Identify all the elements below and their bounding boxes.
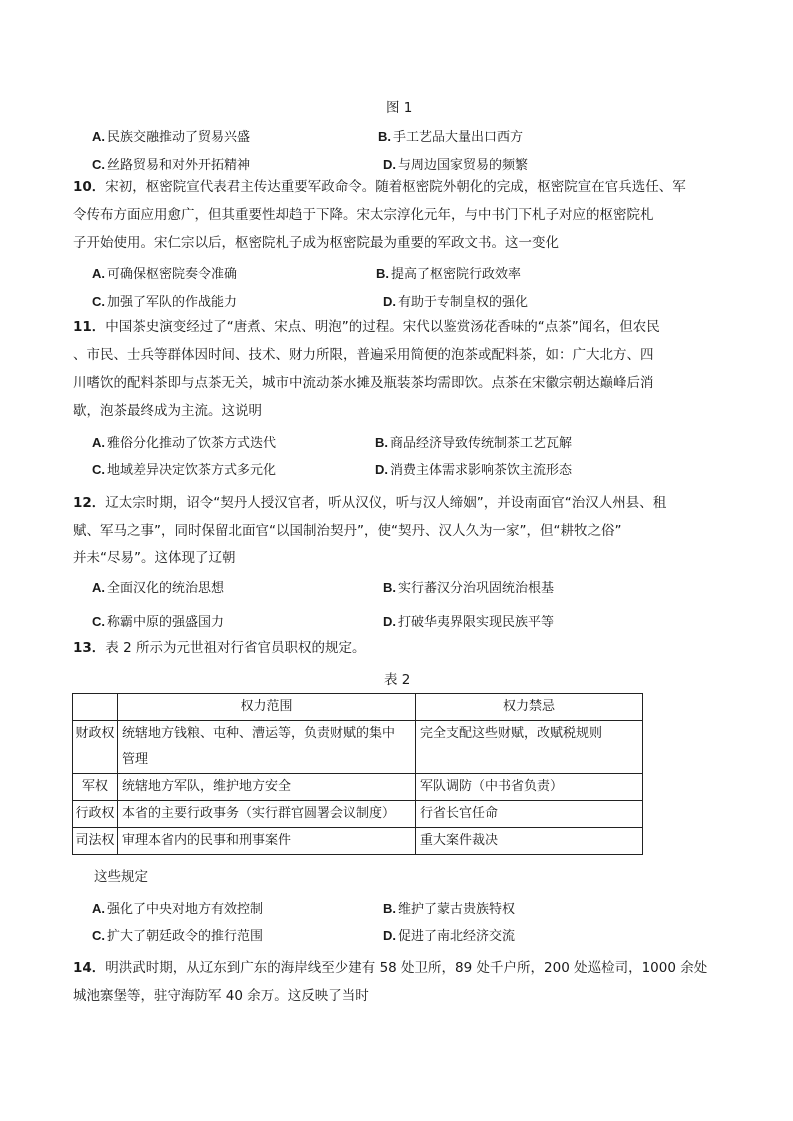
option-c[interactable]: C. 称霸中原的强盛国力 [92, 614, 225, 630]
option-b[interactable]: B. 商品经济导致传统制茶工艺瓦解 [375, 435, 573, 451]
table-cell-ban: 军队调防（中书省负责） [416, 774, 643, 801]
table-row [73, 801, 643, 828]
option-d[interactable]: D. 消费主体需求影响茶饮主流形态 [375, 462, 573, 478]
question-stem-line: 10．宋初，枢密院宣代表君主传达重要军政命令。随着枢密院外朝化的完成，枢密院宣在官兵选任、军 [73, 179, 686, 195]
option-a[interactable]: A. 可确保枢密院奏令准确 [92, 266, 238, 282]
option-a[interactable]: A. 强化了中央对地方有效控制 [92, 901, 264, 917]
question-stem-line: 川嗜饮的配料茶即与点茶无关，城市中流动茶水摊及瓶装茶均需即饮。点茶在宋徽宗朝达巅峰后消 [73, 375, 654, 391]
table-cell-scope: 审理本省内的民事和刑事案件 [118, 828, 416, 855]
question-stem-line: 、市民、士兵等群体因时间、技术、财力所限，普遍采用简便的泡茶或配料茶，如：广大北方、四 [73, 347, 654, 363]
table-cell-power: 财政权 [73, 721, 118, 774]
option-c[interactable]: C. 加强了军队的作战能力 [92, 294, 238, 310]
table-cell-ban: 完全支配这些财赋，改赋税规则 [416, 721, 643, 774]
option-b[interactable]: B. 手工艺品大量出口西方 [378, 129, 524, 145]
question-stem-line: 11．中国茶史演变经过了“唐煮、宋点、明泡”的过程。宋代以鉴赏汤花香味的“点茶”闻名，但农民 [73, 319, 660, 335]
option-c[interactable]: C. 地域差异决定饮茶方式多元化 [92, 462, 277, 478]
question-stem-line: 城池寨堡等，驻守海防军 40 余万。这反映了当时 [73, 988, 369, 1004]
table-cell-scope: 统辖地方军队，维护地方安全 [118, 774, 416, 801]
table-cell-scope: 本省的主要行政事务（实行群官圆署会议制度） [118, 801, 416, 828]
option-a[interactable]: A. 民族交融推动了贸易兴盛 [92, 129, 251, 145]
table-header-cell: 权力禁忌 [416, 694, 643, 721]
powers-table [72, 693, 643, 855]
option-c[interactable]: C. 丝路贸易和对外开拓精神 [92, 157, 251, 173]
option-a[interactable]: A. 雅俗分化推动了饮茶方式迭代 [92, 435, 277, 451]
table-cell-power: 司法权 [73, 828, 118, 855]
table-row [73, 774, 643, 801]
question-stem-line: 令传布方面应用愈广，但其重要性却趋于下降。宋太宗淳化元年，与中书门下札子对应的枢密院札 [73, 207, 654, 223]
table-cell-scope [118, 721, 416, 774]
question-stem-line: 14．明洪武时期，从辽东到广东的海岸线至少建有 58 处卫所，89 处千户所，200 处巡检司，1000 余处 [73, 960, 708, 976]
table-cell-ban: 行省长官任命 [416, 801, 643, 828]
table-row [73, 828, 643, 855]
option-a[interactable]: A. 全面汉化的统治思想 [92, 580, 225, 596]
question-stem-line: 12．辽太宗时期，诏令“契丹人授汉官者，听从汉仪，听与汉人缔姻”，并设南面官“治汉人州县、租 [73, 495, 667, 511]
table-cell-text: 管理 [122, 752, 149, 767]
question-stem-line: 赋、军马之事”，同时保留北面官“以国制治契丹”，使“契丹、汉人久为一家”，但“耕牧之俗” [73, 523, 622, 539]
question-stem-line: 子开始使用。宋仁宗以后，枢密院札子成为枢密院最为重要的军政文书。这一变化 [73, 235, 559, 251]
option-d[interactable]: D. 与周边国家贸易的频繁 [383, 157, 529, 173]
table-cell-ban: 重大案件裁决 [416, 828, 643, 855]
table-row [73, 721, 643, 774]
table-cell-power: 军权 [73, 774, 118, 801]
table-header-cell [73, 694, 118, 721]
option-d[interactable]: D. 打破华夷界限实现民族平等 [383, 614, 555, 630]
option-b[interactable]: B. 维护了蒙古贵族特权 [383, 901, 516, 917]
question-stem-line: 这些规定 [94, 869, 148, 885]
option-d[interactable]: D. 有助于专制皇权的强化 [383, 294, 529, 310]
table-cell-power: 行政权 [73, 801, 118, 828]
table-caption: 表 2 [384, 672, 411, 688]
question-stem-line: 歇，泡茶最终成为主流。这说明 [73, 403, 262, 419]
figure-caption: 图 1 [386, 100, 413, 116]
option-b[interactable]: B. 提高了枢密院行政效率 [376, 266, 522, 282]
question-stem-line: 并未“尽易”。这体现了辽朝 [73, 550, 236, 566]
question-stem-line: 13．表 2 所示为元世祖对行省官员职权的规定。 [73, 640, 366, 656]
table-header-row [73, 694, 643, 721]
option-b[interactable]: B. 实行蕃汉分治巩固统治根基 [383, 580, 555, 596]
table-header-cell: 权力范围 [118, 694, 416, 721]
table-cell-text: 统辖地方钱粮、屯种、漕运等，负责财赋的集中 [122, 726, 396, 741]
option-d[interactable]: D. 促进了南北经济交流 [383, 928, 516, 944]
option-c[interactable]: C. 扩大了朝廷政令的推行范围 [92, 928, 264, 944]
